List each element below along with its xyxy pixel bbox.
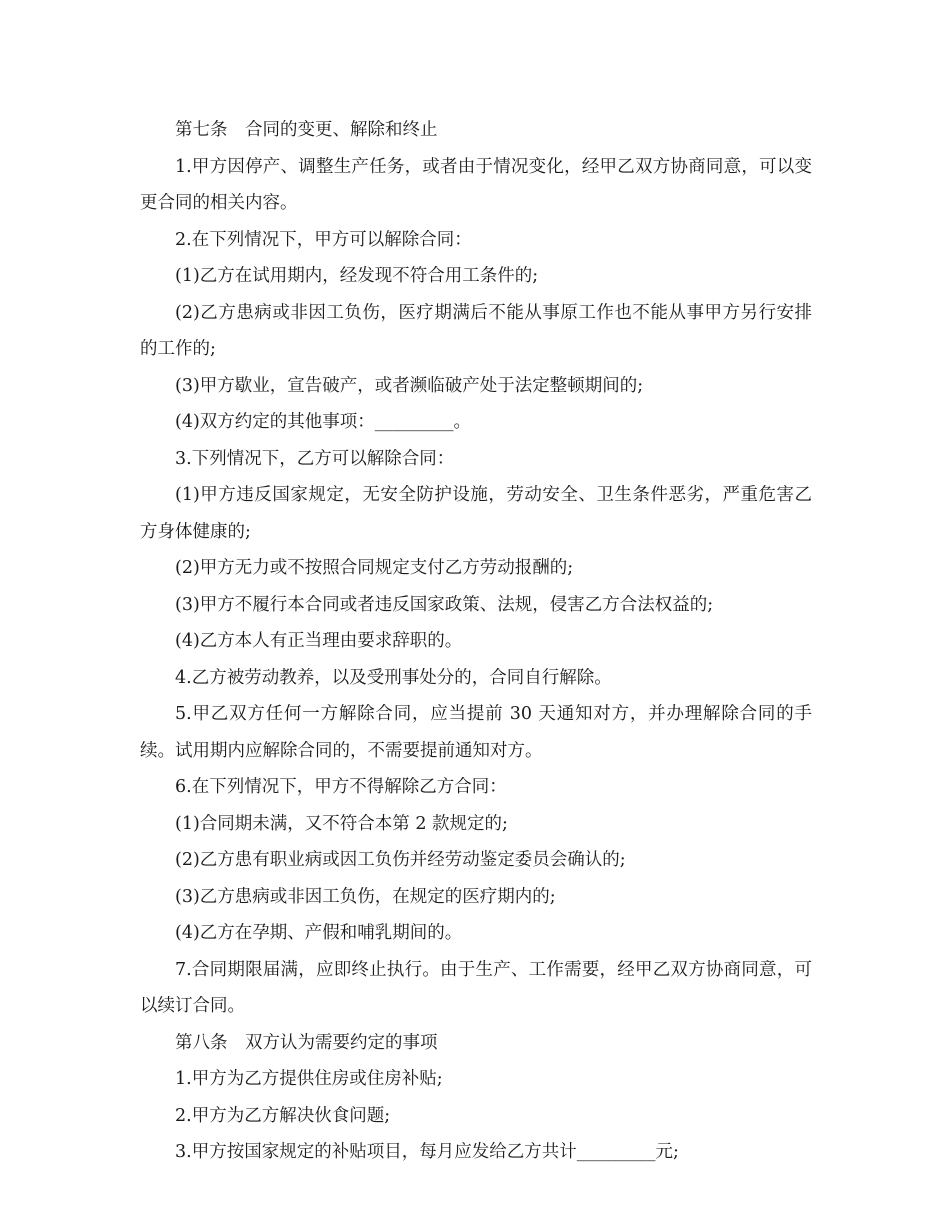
article-heading: 第七条 合同的变更、解除和终止 [175,120,438,140]
paragraph: 5.甲乙双方任何一方解除合同，应当提前 30 天通知对方，并办理解除合同的手续。试用期内应解除合同的，不需要提前通知对方。 [140,704,812,761]
paragraph: 1.甲方为乙方提供住房或住房补贴; [175,1069,443,1089]
article-heading: 第八条 双方认为需要约定的事项 [175,1032,438,1053]
paragraph: 7.合同期限届满，应即终止执行。由于生产、工作需要，经甲乙双方协商同意，可以续订合同。 [140,959,812,1016]
document-body [140,112,812,1171]
paragraph: (1)合同期未满，又不符合本第 2 款规定的; [175,813,508,834]
paragraph: 3.甲方按国家规定的补贴项目，每月应发给乙方共计_________元; [175,1142,679,1162]
paragraph: (2)甲方无力或不按照合同规定支付乙方劳动报酬的; [175,558,574,578]
paragraph: 6.在下列情况下，甲方不得解除乙方合同： [175,777,507,797]
paragraph: (3)甲方不履行本合同或者违反国家政策、法规，侵害乙方合法权益的; [175,594,714,615]
paragraph: (3)甲方歇业，宣告破产，或者濒临破产处于法定整顿期间的; [175,375,644,396]
paragraph: 3.下列情况下，乙方可以解除合同： [175,448,455,469]
paragraph: (2)乙方患病或非因工负伤，医疗期满后不能从事原工作也不能从事甲方另行安排的工作的; [140,302,812,359]
paragraph: (4)乙方本人有正当理由要求辞职的。 [175,631,463,651]
paragraph: 4.乙方被劳动教养，以及受刑事处分的，合同自行解除。 [175,667,612,688]
paragraph: (4)双方约定的其他事项：_________。 [175,412,472,432]
paragraph: 2.在下列情况下，甲方可以解除合同： [175,229,472,250]
paragraph: 1.甲方因停产、调整生产任务，或者由于情况变化，经甲乙双方协商同意，可以变更合同的相关内容。 [140,156,812,213]
paragraph: (4)乙方在孕期、产假和哺乳期间的。 [175,923,463,943]
paragraph: (1)乙方在试用期内，经发现不符合用工条件的; [175,266,539,286]
paragraph: (3)乙方患病或非因工负伤，在规定的医疗期内的; [175,886,556,907]
paragraph: (2)乙方患有职业病或因工负伤并经劳动鉴定委员会确认的; [175,850,626,870]
paragraph: 2.甲方为乙方解决伙食问题; [175,1105,391,1126]
paragraph: (1)甲方违反国家规定，无安全防护设施，劳动安全、卫生条件恶劣，严重危害乙方身体健康的; [140,485,812,542]
